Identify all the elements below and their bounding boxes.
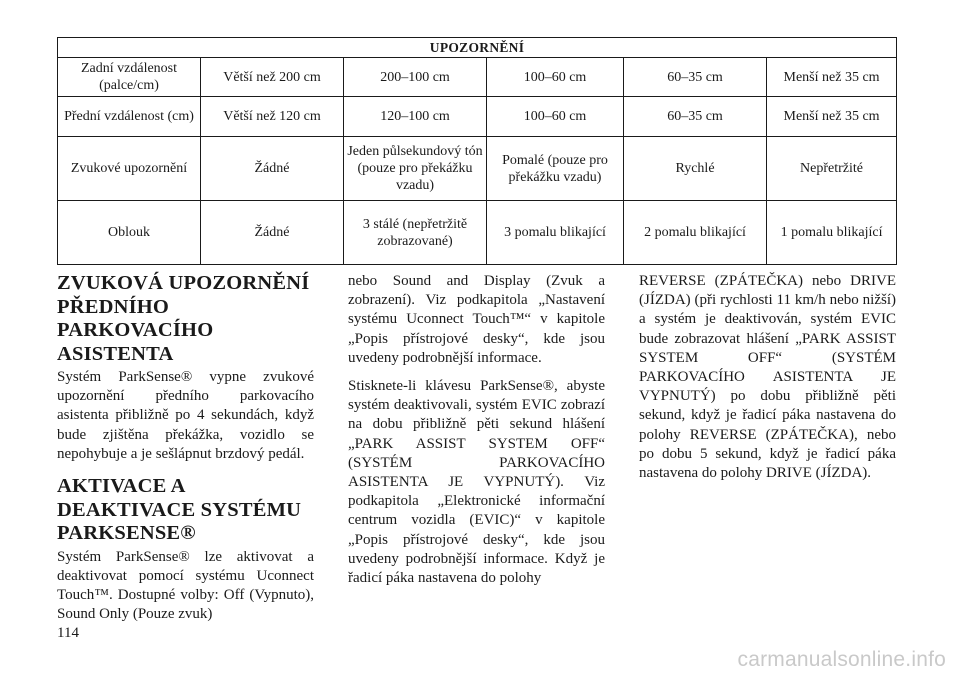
table-cell: 3 stálé (nepřetržitě zobrazované) bbox=[344, 201, 487, 265]
text-column-2 bbox=[348, 272, 605, 588]
table-cell: 3 pomalu blikající bbox=[487, 201, 624, 265]
table-cell: 100–60 cm bbox=[487, 97, 624, 137]
paragraph: nebo Sound and Display (Zvuk a zobrazení). Viz podkapitola „Nastavení systému Uconnect Touch™“ v kapitole „Popis přístrojové desky“, kde jsou uvedeny podrobnější informace. bbox=[348, 273, 605, 366]
table-cell: Větší než 200 cm bbox=[201, 58, 344, 97]
table-caption: UPOZORNĚNÍ bbox=[58, 38, 897, 58]
table-cell: Jeden půlsekundový tón (pouze pro překážku vzadu) bbox=[344, 137, 487, 201]
table-row-header-cell: Zadní vzdálenost (palce/cm) bbox=[58, 58, 201, 97]
table-cell: 1 pomalu blikající bbox=[767, 201, 897, 265]
paragraph: Systém ParkSense® lze aktivovat a deaktivovat pomocí systému Uconnect Touch™. Dostupné volby: Off (Vypnuto), Sound Only (Pouze zvuk) bbox=[57, 548, 314, 623]
table-cell: Rychlé bbox=[624, 137, 767, 201]
text-column-1 bbox=[57, 272, 314, 624]
table-cell: Menší než 35 cm bbox=[767, 97, 897, 137]
table-row bbox=[58, 58, 897, 97]
table-row-header-cell: Přední vzdálenost (cm) bbox=[58, 97, 201, 137]
table-cell: 120–100 cm bbox=[344, 97, 487, 137]
table-cell: 60–35 cm bbox=[624, 97, 767, 137]
table-row bbox=[58, 97, 897, 137]
table-cell: 2 pomalu blikající bbox=[624, 201, 767, 265]
table-cell: Pomalé (pouze pro překážku vzadu) bbox=[487, 137, 624, 201]
table-cell: Nepřetržité bbox=[767, 137, 897, 201]
page-number: 114 bbox=[57, 625, 79, 641]
table-cell: Menší než 35 cm bbox=[767, 58, 897, 97]
paragraph: REVERSE (ZPÁTEČKA) nebo DRIVE (JÍZDA) (při rychlosti 11 km/h nebo nižší) a systém je deaktivován, systém EVIC bude zobrazovat hlášení „PARK ASSIST SYSTEM OFF“ (SYSTÉM PARKOVACÍHO ASISTENTA JE VYPNUTÝ) po dobu přibližně pěti sekund, když je řadicí páka nastavena do polohy REVERSE (ZPÁTEČKA), nebo po dobu 5 sekund, když je řadicí páka nastavena do polohy DRIVE (JÍZDA). bbox=[639, 273, 896, 482]
paragraph: Systém ParkSense® vypne zvukové upozornění předního parkovacího asistenta přibližně po 4 sekundách, když bude zjištěna překážka, vozidlo se nepohybuje a je sešlápnut brzdový pedál. bbox=[57, 369, 314, 462]
section-heading-front-park-assist-sounds: ZVUKOVÁ UPOZORNĚNÍ PŘEDNÍHO PARKOVACÍHO ASISTENTA bbox=[57, 272, 310, 365]
text-column-3 bbox=[639, 272, 896, 483]
table-row-header-cell: Zvukové upozornění bbox=[58, 137, 201, 201]
warning-table bbox=[57, 37, 897, 265]
paragraph: Stisknete-li klávesu ParkSense®, abyste systém deaktivovali, systém EVIC zobrazí na dobu přibližně pěti sekund hlášení „PARK ASSIST SYSTEM OFF“ (SYSTÉM PARKOVACÍHO ASISTENTA JE VYPNUTÝ). Viz podkapitola „Elektronické informační centrum vozidla (EVIC)“ v kapitole „Popis přístrojové desky“, kde jsou uvedeny podrobnější informace. Když je řadicí páka nastavena do polohy bbox=[348, 378, 605, 587]
table-cell: Žádné bbox=[201, 137, 344, 201]
table-cell: 100–60 cm bbox=[487, 58, 624, 97]
table-cell: 60–35 cm bbox=[624, 58, 767, 97]
table-row-header-cell: Oblouk bbox=[58, 201, 201, 265]
watermark: carmanualsonline.info bbox=[737, 648, 946, 671]
table-cell: Žádné bbox=[201, 201, 344, 265]
table-cell: Větší než 120 cm bbox=[201, 97, 344, 137]
table-row bbox=[58, 137, 897, 201]
section-heading-activation: AKTIVACE A DEAKTIVACE SYSTÉMU PARKSENSE® bbox=[57, 475, 302, 545]
table-row bbox=[58, 201, 897, 265]
table-cell: 200–100 cm bbox=[344, 58, 487, 97]
